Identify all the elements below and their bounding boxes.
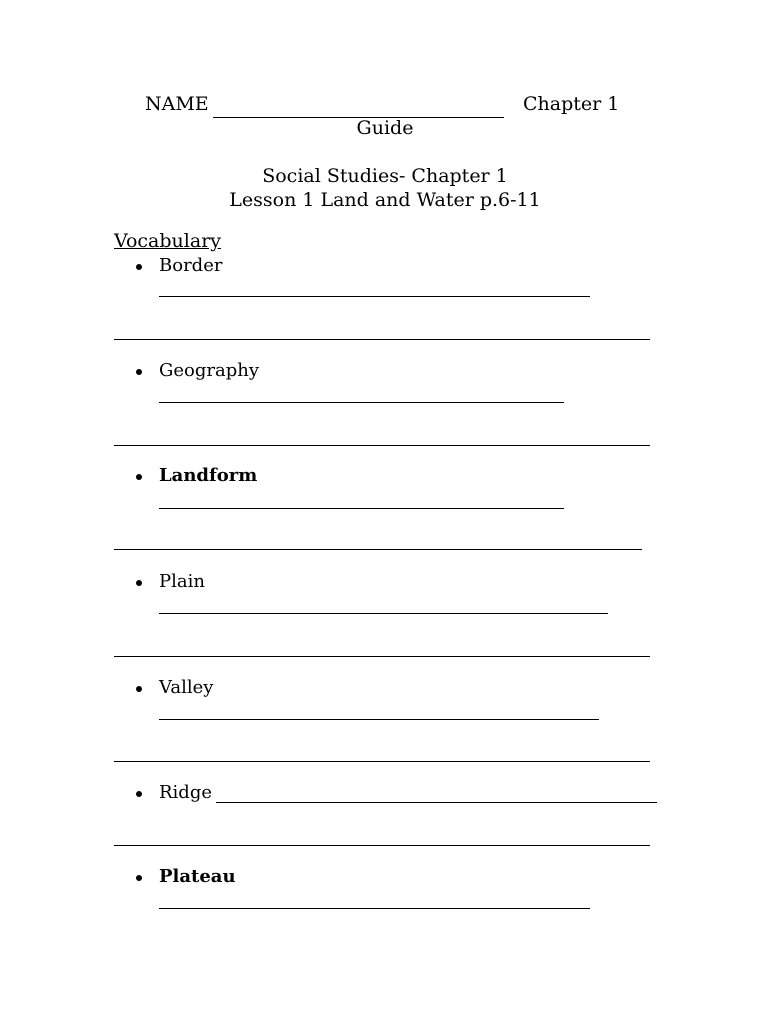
answer-line[interactable] [159,508,564,509]
answer-line[interactable] [159,296,590,297]
answer-line[interactable] [114,656,650,657]
bullet-icon [136,580,142,586]
answer-line[interactable] [114,445,650,446]
answer-line[interactable] [216,802,657,803]
answer-line[interactable] [159,908,590,909]
bullet-icon [136,264,142,270]
lesson-subtitle: Lesson 1 Land and Water p.6-11 [229,189,541,211]
bullet-icon [136,369,142,375]
vocabulary-heading: Vocabulary [114,230,222,252]
guide-label: Guide [356,117,414,139]
vocab-term-landform: Landform [159,465,258,486]
answer-line[interactable] [159,719,599,720]
page-title: Social Studies- Chapter 1 [262,165,508,187]
bullet-icon [136,875,142,881]
vocab-term-valley: Valley [159,677,214,698]
answer-line[interactable] [114,549,642,550]
vocab-term-border: Border [159,255,223,276]
chapter-label: Chapter 1 [523,93,620,115]
bullet-icon [136,474,142,480]
vocab-term-ridge: Ridge [159,782,213,803]
answer-line[interactable] [159,613,608,614]
answer-line[interactable] [114,761,650,762]
answer-line[interactable] [114,339,650,340]
bullet-icon [136,686,142,692]
bullet-icon [136,791,142,797]
vocab-term-plain: Plain [159,571,205,592]
vocab-term-plateau: Plateau [159,866,236,887]
name-label: NAME [145,93,209,115]
answer-line[interactable] [114,845,650,846]
vocab-term-geography: Geography [159,360,260,381]
answer-line[interactable] [159,402,564,403]
